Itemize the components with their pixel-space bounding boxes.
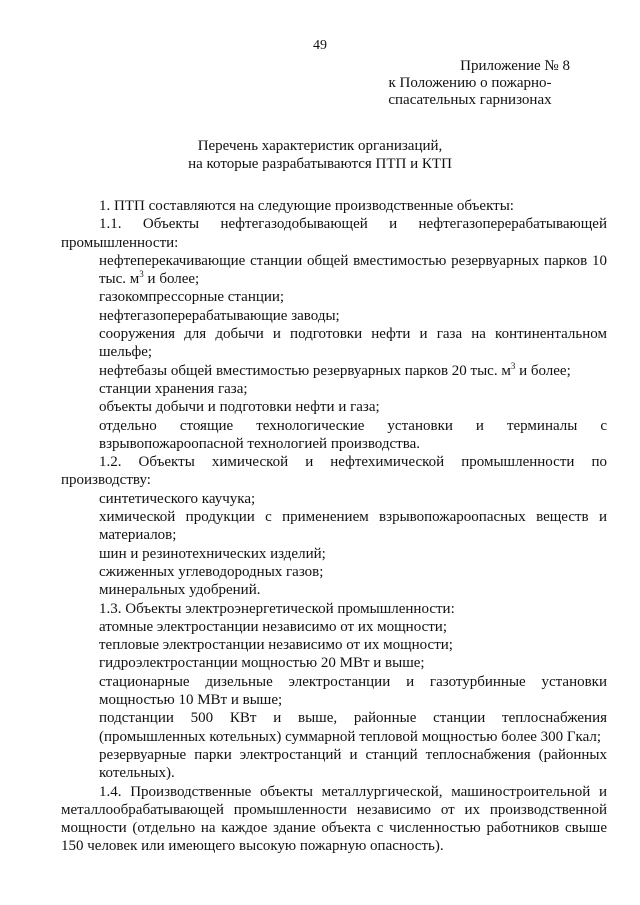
list-item: химической продукции с применением взрывопожароопасных веществ и материалов; <box>99 509 607 544</box>
list-item: газокомпрессорные станции; <box>99 289 285 306</box>
title-line-1: Перечень характеристик организаций, <box>197 138 443 154</box>
appendix-number: Приложение № 8 <box>460 58 570 74</box>
section-paragraph: 1.4. Производственные объекты металлургической, машиностроительной и металлообрабатывающей промышленности независимо от их производственной мощности (отдельно на каждое здание объекта с численностью работников свыше 150 человек или имеющего высокую пожарную опасность). <box>61 783 607 855</box>
section-paragraph: 1.1. Объекты нефтегазодобывающей и нефтегазоперерабатывающей промышленности: <box>61 216 607 251</box>
list-item: тепловые электростанции независимо от их мощности; <box>99 637 453 654</box>
list-item: станции хранения газа; <box>99 380 248 397</box>
section-paragraph: 1. ПТП составляются на следующие производственные объекты: <box>99 198 514 214</box>
page-number: 49 <box>313 38 327 53</box>
appendix-header <box>360 58 580 109</box>
list-item: подстанции 500 КВт и выше, районные станции теплоснабжения (промышленных котельных) суммарной тепловой мощностью более 300 Гкал; <box>99 710 607 745</box>
list-item: сжиженных углеводородных газов; <box>99 563 324 580</box>
list-item: атомные электростанции независимо от их мощности; <box>99 618 447 635</box>
list-item: нефтеперекачивающие станции общей вместимостью резервуарных парков 10 тыс. $м^3$ и более; <box>99 252 607 288</box>
section-paragraph: 1.2. Объекты химической и нефтехимической промышленности по производству: <box>61 454 607 489</box>
section-paragraph: 1.3. Объекты электроэнергетической промышленности: <box>99 600 455 617</box>
list-item: стационарные дизельные электростанции и газотурбинные установки мощностью 10 МВт и выше; <box>99 673 607 709</box>
list-item: шин и резинотехнических изделий; <box>99 545 326 562</box>
list-item: объекты добычи и подготовки нефти и газа; <box>99 399 380 416</box>
list-item: нефтебазы общей вместимостью резервуарных парков 20 тыс. $м^3$ и более; <box>99 360 571 379</box>
list-item: резервуарные парки электростанций и станций теплоснабжения (районных котельных). <box>99 746 607 782</box>
document-body <box>61 197 607 856</box>
list-item: отдельно стоящие технологические установки и терминалы с взрывопожароопасной технологией производства. <box>99 417 607 452</box>
title-line-2: на которые разрабатываются ПТП и КТП <box>188 156 452 172</box>
list-item: минеральных удобрений. <box>99 582 261 599</box>
list-item: нефтегазоперерабатывающие заводы; <box>99 307 340 324</box>
appendix-line-3: спасательных гарнизонах <box>388 92 552 108</box>
list-item: синтетического каучука; <box>99 490 256 507</box>
appendix-line-2: к Положению о пожарно- <box>388 75 552 91</box>
document-title <box>0 137 640 173</box>
list-item: сооружения для добычи и подготовки нефти и газа на континентальном шельфе; <box>99 326 607 361</box>
list-item: гидроэлектростанции мощностью 20 МВт и выше; <box>99 655 425 672</box>
